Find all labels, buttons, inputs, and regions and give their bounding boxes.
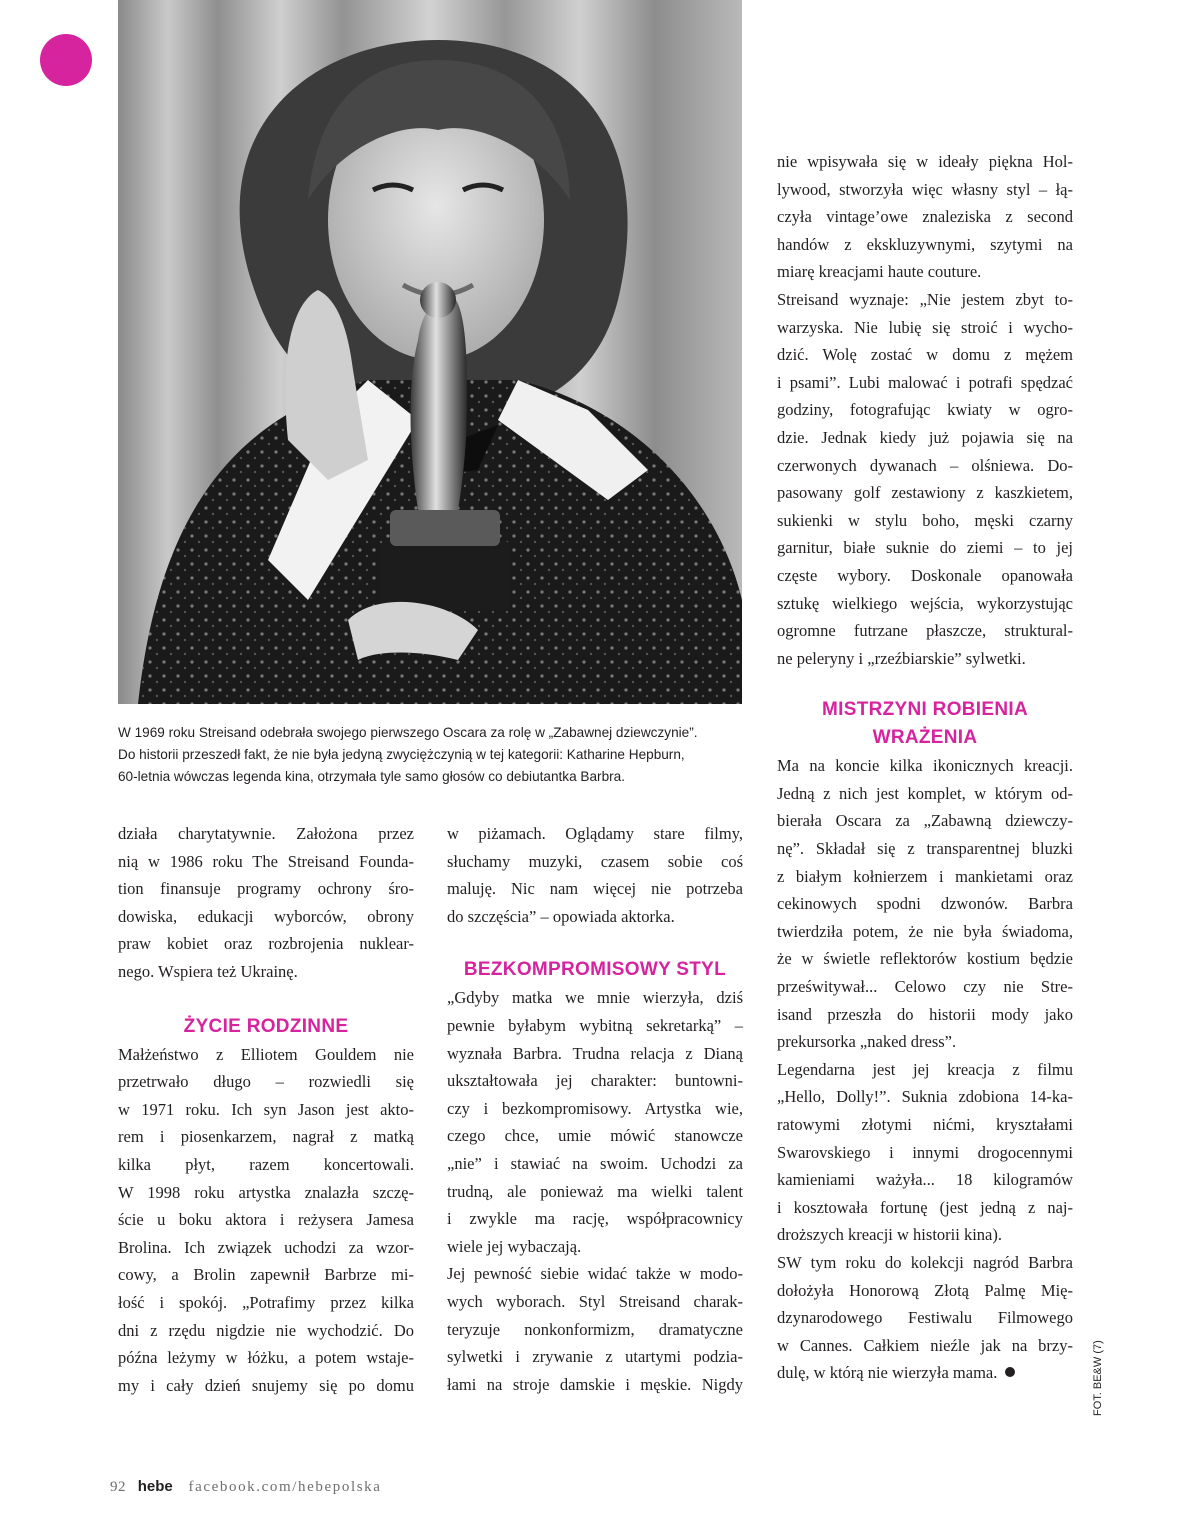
page-footer [110,1478,382,1496]
article-column-3 [777,148,1073,1387]
text-line: łami na stroje damskie i męskie. Nigdy [447,1374,743,1394]
heading-bezkompromisowy-styl: BEZKOMPROMISOWY STYL [463,959,727,981]
text-line: ukształtowała jej charakter: buntowni- [447,1071,743,1091]
paragraph-confidence [447,1260,743,1398]
text-line: późna leżymy w łóżku, a potem wstaje- [118,1348,414,1368]
text-line: i psami”. Lubi malować i potrafi spędzać [777,372,1073,392]
text-line: dni z rzędu nigdzie nie wychodzić. Do [118,1320,414,1340]
brand-logo: hebe [137,1478,173,1495]
photo-caption [118,722,758,788]
text-line: sylwetki i zrywanie z utartymi podzia- [447,1347,743,1367]
text-line: sukienki w stylu boho, męski czarny [777,510,1073,530]
text-line: „nie” i stawiać na swoim. Uchodzi za [447,1153,743,1173]
paragraph-cannes [777,1249,1073,1387]
text-line: wiele jej wybaczają. [447,1236,582,1256]
paragraph-confession [777,286,1073,672]
text-line: my i cały dzień snujemy się po domu [118,1375,414,1395]
text-line: słuchamy muzyki, czasem sobie coś [447,851,743,871]
text-line: nie wpisywała się w ideały piękna Hol- [777,152,1073,171]
heading-line: WRAŻENIA [872,727,978,749]
text-line: nę”. Składał się z transparentnej bluzki [777,839,1073,859]
text-line: czy i bezkompromisowy. Artystka wie, [447,1098,743,1118]
text-line: kamieniami ważyła... 18 kilogramów [777,1170,1073,1190]
paragraph-pajamas [447,820,743,930]
end-of-article-dot [1005,1367,1015,1377]
text-line: „Gdyby matka we mnie wierzyła, dziś [447,988,743,1008]
text-line: nią w 1986 roku The Streisand Founda- [118,851,414,871]
photo-barbra-streisand-oscar [118,0,742,704]
text-line: ratowymi złotymi nićmi, kryształami [777,1115,1073,1134]
text-line: twierdziła potem, że nie była świadoma, [777,921,1073,941]
text-line [777,1359,1073,1387]
text-line: bierała Oscara za „Zabawną dziewczy- [777,811,1073,831]
page-number: 92 [110,1479,126,1495]
text-line: teryzuje nonkonformizm, dramatyczne [447,1319,743,1339]
text-line: Streisand wyznaje: „Nie jestem zbyt to- [777,289,1073,309]
text-line: ście u boku aktora i reżysera Jamesa [118,1210,414,1230]
heading-mistrzyni-robienia-wrazenia [777,696,1073,752]
heading-line: MISTRZYNI ROBIENIA [822,699,1028,721]
text-line: wych wyborach. Styl Streisand charak- [447,1291,743,1311]
article-column-2 [447,820,743,1398]
text-line: i kosztowała fortunę (jest jedną z naj- [777,1197,1073,1217]
text-line: SW tym roku do kolekcji nagród Barbra [777,1252,1073,1272]
text-line: łość i spokój. „Potrafimy przez kilka [118,1292,414,1312]
text-line: czyła vintage’owe znaleziska z second [777,207,1073,227]
text-line: Jej pewność siebie widać także w modo- [447,1264,743,1284]
article-column-1 [118,820,414,1399]
text-line: pasowany golf zestawiony z kaszkietem, [777,483,1073,503]
text-line: lywood, stworzyła więc własny styl – łą- [777,179,1073,199]
text-line: tion finansuje programy ochrony śro- [118,879,414,899]
caption-line: Do historii przeszedł fakt, że nie była jedyną zwyciężczynią w tej kategorii: Katharine Hepburn, [118,747,685,762]
text-line: prześwitywał... Celowo czy nie Stre- [777,977,1073,997]
caption-line: W 1969 roku Streisand odebrała swojego pierwszego Oscara za rolę w „Zabawnej dziewczynie”. [118,725,698,740]
text-line: maluję. Nic nam więcej nie potrzeba [447,879,743,899]
text-line: czerwonych dywanach – olśniewa. Do- [777,455,1073,475]
text-line: w piżamach. Oglądamy stare filmy, [447,824,743,843]
text-line: czego chce, umie mówić stanowcze [447,1126,743,1146]
text-line: dzynarodowego Festiwalu Filmowego [777,1308,1073,1328]
heading-zycie-rodzinne: ŻYCIE RODZINNE [183,1015,349,1037]
facebook-url[interactable]: facebook.com/hebepolska [188,1479,382,1495]
paragraph-family [118,1041,414,1400]
text-line: sztukę wielkiego wejścia, wykorzystując [777,593,1073,613]
text-line: praw kobiet oraz rozbrojenia nuklear- [118,934,414,954]
text-line: cekinowych spodni dzwonów. Barbra [777,894,1073,914]
text-line: Legendarna jest jej kreacja z filmu [777,1059,1073,1079]
text-line: godziny, fotografując kwiaty w ogro- [777,400,1073,420]
text-line: cowy, a Brolin zapewnił Barbrze mi- [118,1265,414,1285]
text-line: częste wybory. Doskonale opanowała [777,565,1073,585]
text-line: kilka płyt, razem koncertowali. [118,1154,414,1174]
text-line: miarę kreacjami haute couture. [777,262,982,282]
text-line: garnitur, białe suknie do ziemi – to jej [777,538,1073,558]
text-line: W 1998 roku artystka znalazła szczę- [118,1182,414,1202]
text-line: pewnie byłabym wybitną sekretarką” – [447,1015,743,1035]
text-line: przetrwało długo – rozwiedli się [118,1072,414,1092]
text-line: isand przeszła do historii mody jako [777,1004,1073,1024]
text-line: Brolina. Ich związek uchodzi za wzor- [118,1237,414,1257]
text-line: Małżeństwo z Elliotem Gouldem nie [118,1044,414,1064]
text-line: rem i piosenkarzem, nagrał z matką [118,1127,414,1147]
text-line: i zwykle ma rację, współpracownicy [447,1209,743,1229]
text-line: do szczęścia” – opowiada aktorka. [447,906,675,926]
text-line: Jedną z nich jest komplet, w którym od- [777,783,1073,803]
text-line: ne peleryny i „rzeźbiarskie” sylwetki. [777,648,1026,668]
paragraph-hollywood [777,148,1073,286]
caption-line: 60-letnia wówczas legenda kina, otrzymała tyle samo głosów co debiutantka Barbra. [118,769,626,784]
text-line: z białym kołnierzem i mankietami oraz [777,866,1073,886]
text-line: warzyska. Nie lubię się stroić i wycho- [777,317,1073,337]
text-line: handów z ekskluzywnymi, szytymi na [777,234,1073,254]
text-line: ogromne futrzane płaszcze, struktural- [777,621,1073,641]
text-line: dowiska, edukacji wyborców, obrony [118,906,414,926]
text-line: nego. Wspiera też Ukrainę. [118,961,298,981]
text-line: droższych kreacji w historii kina). [777,1225,1002,1245]
text-line: prekursorka „naked dress”. [777,1032,957,1052]
text-line: dzić. Wolę zostać w domu z mężem [777,345,1073,365]
text-line: dzie. Jednak kiedy już pojawia się na [777,427,1073,447]
photo-credit-text: FOT. BE&W (7) [1092,1340,1104,1416]
paragraph-charity [118,820,414,986]
text-line: w 1971 roku. Ich syn Jason jest akto- [118,1099,414,1119]
paragraph-iconic-outfits [777,752,1073,1056]
text-line: działa charytatywnie. Założona przez [118,824,414,843]
text-line: „Hello, Dolly!”. Suknia zdobiona 14-ka- [777,1087,1073,1107]
text-line: Swarovskiego i innymi drogocennymi [777,1142,1073,1162]
text-line: trudną, ale ponieważ ma wielki talent [447,1181,743,1201]
text-line-content: dulę, w którą nie wierzyła mama. [777,1363,998,1383]
text-line: że w świetle reflektorów kostium będzie [777,949,1073,969]
pink-dot-marker [40,34,92,86]
paragraph-hello-dolly [777,1056,1073,1249]
text-line: dołożyła Honorową Złotą Palmę Mię- [777,1280,1073,1300]
paragraph-mother [447,984,743,1260]
text-line: w Cannes. Całkiem nieźle jak na brzy- [777,1335,1073,1355]
text-line: wyznała Barbra. Trudna relacja z Dianą [447,1043,743,1063]
text-line: Ma na koncie kilka ikonicznych kreacji. [777,756,1073,776]
